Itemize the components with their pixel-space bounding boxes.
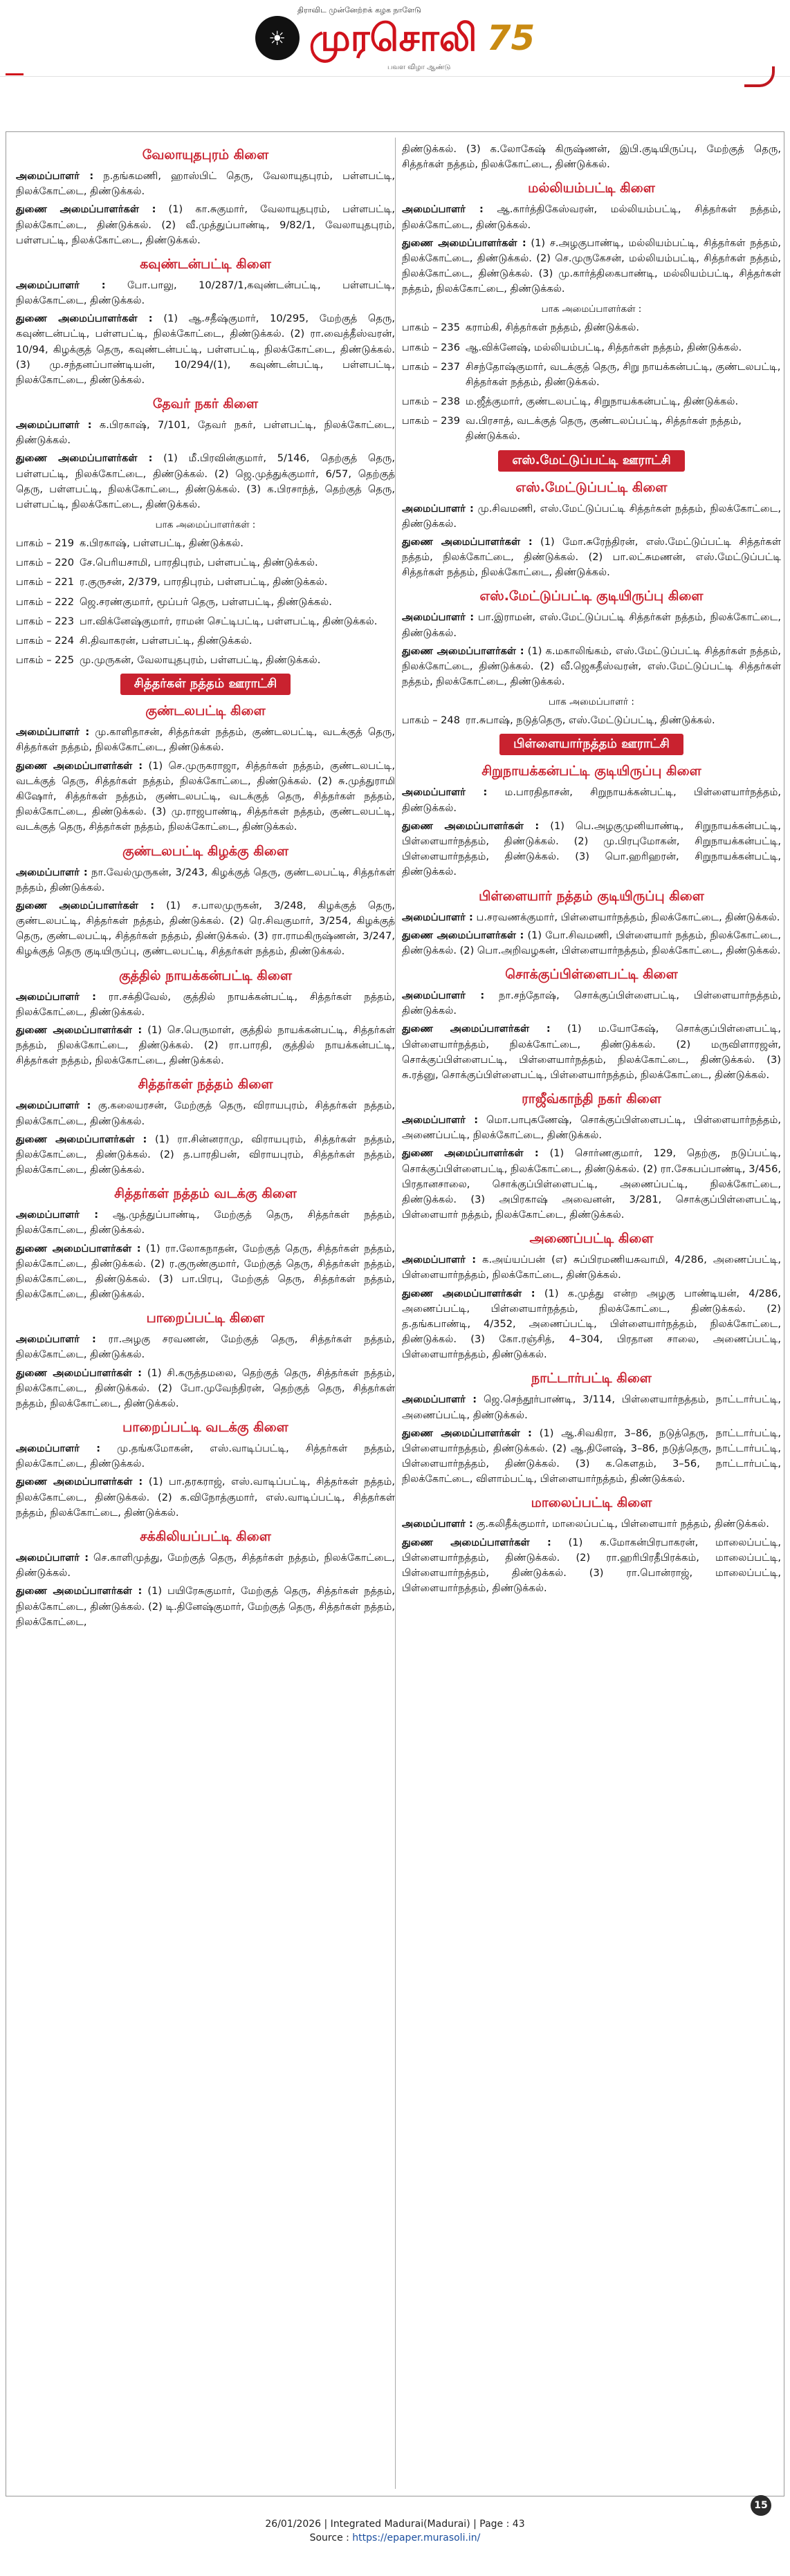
member-entry — [16, 1366, 395, 1412]
role-label: துணை அமைப்பாளர்கள் : — [16, 452, 153, 465]
role-label: அமைப்பாளர் : — [402, 911, 473, 923]
role-label: அமைப்பாளர் : — [402, 786, 488, 799]
corner-decoration-right — [744, 66, 775, 87]
footer-edition-line: 26/01/2026 | Integrated Madurai(Madurai) | Page : 43 — [265, 2519, 525, 2530]
branch-heading: வேலாயுதபுரம் கிளை — [142, 147, 269, 163]
member-details: க.பிரகாஷ், 7/101, தேவர் நகர், பள்ளபட்டி, நிலக்கோட்டை, திண்டுக்கல். — [16, 419, 395, 447]
footer-source-label: Source : — [309, 2532, 353, 2544]
member-details: (1) பெ.அழகுமுனியாண்டி, சிறுநாயக்கன்பட்டி, பிள்ளையார்நத்தம், திண்டுக்கல். (2) மு.பிரபுமோகன், சிறுநாயக்கன்பட்டி, பிள்ளையார்நத்தம், திண்டுக்கல். (3) பொ.ஹரிஹரன், சிறுநாயக்கன்பட்டி, திண்டுக்கல். — [402, 819, 781, 878]
masthead-tagline: திராவிட முன்னேற்றக் கழக நாளேடு — [297, 6, 421, 15]
role-label: துணை அமைப்பாளர்கள் : — [16, 1242, 141, 1254]
role-label: துணை அமைப்பாளர்கள் : — [402, 1427, 532, 1439]
role-label: துணை அமைப்பாளர்கள் : — [402, 1147, 539, 1160]
member-entry — [402, 501, 781, 532]
booth-organiser: சே.பெரியசாமி, பாரதிபுரம், பள்ளபட்டி, திண்டுக்கல். — [80, 557, 318, 569]
role-label: துணை அமைப்பாளர்கள் : — [16, 759, 143, 772]
role-label: துணை அமைப்பாளர்கள் : — [402, 535, 533, 548]
role-label: அமைப்பாளர் : — [402, 203, 484, 216]
booth-row — [402, 320, 781, 335]
member-entry — [16, 311, 395, 388]
member-entry — [16, 451, 395, 512]
role-label: அமைப்பாளர் : — [16, 419, 92, 432]
booth-organiser: க.பிரகாஷ், பள்ளபட்டி, திண்டுக்கல். — [80, 537, 244, 550]
footer-source-link[interactable]: https://epaper.murasoli.in/ — [352, 2532, 481, 2544]
member-entry — [402, 1426, 781, 1488]
member-entry — [402, 910, 781, 925]
member-details: (1) போ.சிவமணி, பிள்ளையார் நத்தம், நிலக்கோட்டை, திண்டுக்கல். (2) பொ.அறிவழகன், பிள்ளையார்நத்தம், நிலக்கோட்டை, திண்டுக்கல். — [402, 929, 781, 956]
member-details: (1) ரா.லோகநாதன், மேற்குத் தெரு, சித்தர்கள் நத்தம், நிலக்கோட்டை, திண்டுக்கல். (2) ர.குருண்குமார், மேற்குத் தெரு, சித்தர்கள் நத்தம், நிலக்கோட்டை, திண்டுக்கல். (3) பா.பிரபு, மேற்குத் தெரு, சித்தர்கள் நத்தம், நிலக்கோட்டை, திண்டுக்கல். — [16, 1242, 395, 1301]
role-label: அமைப்பாளர் : — [16, 1100, 91, 1112]
booth-organisers-heading: பாக அமைப்பாளர்கள் : — [541, 304, 642, 315]
member-details: (1) ச.அழகுபாண்டி, மல்லியம்பட்டி, சித்தர்கள் நத்தம், நிலக்கோட்டை, திண்டுக்கல். (2) செ.முருகேசன், மல்லியம்பட்டி, சித்தர்கள் நத்தம், நிலக்கோட்டை, திண்டுக்கல். (3) மு.கார்த்திகைபாண்டி, மல்லியம்பட்டி, சித்தர்கள் நத்தம், நிலக்கோட்டை, திண்டுக்கல். — [402, 237, 781, 295]
booth-number: பாகம் – 219 — [16, 537, 74, 550]
member-entry — [16, 169, 395, 199]
member-entry — [402, 1286, 781, 1363]
role-label: துணை அமைப்பாளர்கள் : — [16, 203, 156, 216]
member-entry — [16, 1474, 395, 1521]
member-entry — [402, 1535, 781, 1597]
member-entry — [16, 278, 395, 308]
branch-heading: பாறைப்பட்டி கிளை — [146, 1310, 265, 1326]
page-number-badge: 15 — [751, 2495, 771, 2516]
role-label: துணை அமைப்பாளர்கள் : — [16, 1476, 143, 1488]
member-entry — [16, 1023, 395, 1069]
booth-row — [402, 414, 781, 444]
member-entry — [402, 1146, 781, 1223]
booth-organiser: சிசந்தோஷ்குமார், வடக்குத் தெரு, சிறு நாயக்கன்பட்டி, குண்டலபட்டி, சித்தர்கள் நத்தம், திண்டுக்கல். — [466, 360, 781, 388]
member-entry — [16, 1241, 395, 1303]
member-details: (1) செ.பெருமாள், குத்தில் நாயக்கன்பட்டி, சித்தர்கள் நத்தம், நிலக்கோட்டை, திண்டுக்கல். (2) ரா.பாரதி, குத்தில் நாயக்கன்பட்டி, சித்தர்கள் நத்தம், நிலக்கோட்டை, திண்டுக்கல். — [16, 1023, 395, 1067]
member-details: கு.கலையரசன், மேற்குத் தெரு, விராயபுரம், சித்தர்கள் நத்தம், நிலக்கோட்டை, திண்டுக்கல். — [16, 1100, 395, 1127]
masthead-subline: பவள விழா ஆண்டு — [387, 64, 451, 71]
branch-heading: சித்தர்கள் நத்தம் கிளை — [138, 1077, 273, 1093]
role-label: துணை அமைப்பாளர்கள் : — [16, 1023, 143, 1036]
member-entry — [402, 1021, 781, 1083]
member-details: மு.காளிதாசன், சித்தர்கள் நத்தம், குண்டலபட்டி, வடக்குத் தெரு, சித்தர்கள் நத்தம், நிலக்கோட்டை, திண்டுக்கல். — [16, 726, 395, 754]
member-details: (1) ச.பாலமுருகன், 3/248, கிழக்குத் தெரு, குண்டலபட்டி, சித்தர்கள் நத்தம், திண்டுக்கல். (2) ரெ.சிவகுமார், 3/254, கிழக்குத் தெரு, குண்டலபட்டி, சித்தர்கள் நத்தம், திண்டுக்கல். (3) ரா.ராமகிருஷ்ணன், 3/247, கிழக்குத் தெரு குடியிருப்பு, குண்டலபட்டி, சித்தர்கள் நத்தம், திண்டுக்கல். — [16, 899, 395, 958]
branch-heading: மாலைப்பட்டி கிளை — [531, 1495, 652, 1511]
role-label: அமைப்பாளர் : — [16, 170, 94, 182]
member-entry — [402, 1113, 781, 1143]
masthead — [0, 0, 790, 77]
member-details: (1) மோ.சுரேந்திரன், எஸ்.மேட்டுப்பட்டி சித்தர்கள் நத்தம், நிலக்கோட்டை, திண்டுக்கல். (2) பா.லட்சுமணன், எஸ்.மேட்டுப்பட்டி சித்தர்கள் நத்தம், நிலக்கோட்டை, திண்டுக்கல். — [402, 535, 781, 579]
branch-heading: சிறுநாயக்கன்பட்டி குடியிருப்பு கிளை — [481, 763, 701, 779]
role-label: அமைப்பாளர் : — [16, 1333, 96, 1346]
booth-organiser: ரா.சுபாஷ், நடுத்தெரு, எஸ்.மேட்டுப்பட்டி, திண்டுக்கல். — [466, 714, 715, 727]
branch-heading: நாட்டார்பட்டி கிளை — [531, 1371, 652, 1387]
booth-row — [402, 394, 781, 409]
member-entry — [402, 1517, 781, 1532]
booth-number: பாகம் – 235 — [402, 322, 460, 334]
role-label: துணை அமைப்பாளர்கள் : — [402, 819, 540, 832]
role-label: துணை அமைப்பாளர்கள் : — [402, 929, 524, 941]
member-details: (1) செ.முருகராஜா, சித்தர்கள் நத்தம், குண்டலபட்டி, வடக்குத் தெரு, சித்தர்கள் நத்தம், நிலக்கோட்டை, திண்டுக்கல். (2) சு.முத்துராமி கிஷோர், சித்தர்கள் நத்தம், குண்டலபட்டி, வடக்குத் தெரு, சித்தர்கள் நத்தம், நிலக்கோட்டை, திண்டுக்கல். (3) மு.ராஜபாண்டி, சித்தர்கள் நத்தம், குண்டலபட்டி, வடக்குத் தெரு, சித்தர்கள் நத்தம், நிலக்கோட்டை, திண்டுக்கல். — [16, 759, 395, 833]
member-details: ஆ.கார்த்திகேஸ்வரன், மல்லியம்பட்டி, சித்தர்கள் நத்தம், நிலக்கோட்டை, திண்டுக்கல். — [402, 203, 781, 231]
role-label: துணை அமைப்பாளர்கள் : — [16, 899, 155, 911]
member-details: (1) க.மகாலிங்கம், எஸ்.மேட்டுப்பட்டி சித்தர்கள் நத்தம், நிலக்கோட்டை, திண்டுக்கல். (2) வீ.ஜெகதீஸ்வரன், எஸ்.மேட்டுப்பட்டி சித்தர்கள் நத்தம், நிலக்கோட்டை, திண்டுக்கல். — [402, 645, 781, 688]
logo-anniversary-number: 75 — [486, 18, 535, 58]
role-label: அமைப்பாளர் : — [16, 866, 88, 878]
booth-row — [16, 633, 395, 649]
member-entry — [16, 725, 395, 755]
member-entry — [16, 1332, 395, 1362]
booth-row — [402, 713, 781, 728]
member-entry — [16, 1550, 395, 1581]
booth-number: பாகம் – 248 — [402, 714, 460, 727]
booth-organiser: ஆ.விக்னேஷ், மல்லியம்பட்டி, சித்தர்கள் நத்தம், திண்டுக்கல். — [466, 341, 742, 353]
role-label: அமைப்பாளர் : — [402, 502, 474, 515]
member-entry — [402, 644, 781, 690]
member-details: திண்டுக்கல். (3) க.லோகேஷ் கிருஷ்ணன், இபி.குடியிருப்பு, மேற்குத் தெரு, சித்தர்கள் நத்தம், நிலக்கோட்டை, திண்டுக்கல். — [402, 143, 781, 171]
branch-heading: ராஜீவ்காந்தி நகர் கிளை — [522, 1091, 661, 1107]
member-entry — [402, 142, 781, 172]
branch-heading: எஸ்.மேட்டுப்பட்டி குடியிருப்பு கிளை — [479, 589, 704, 604]
booth-organiser: சி.திவாகரன், பள்ளபட்டி, திண்டுக்கல். — [80, 634, 252, 647]
member-details: கு.கலிதீக்குமார், மாலைப்பட்டி, பிள்ளையார் நத்தம், திண்டுக்கல். — [472, 1518, 769, 1530]
booth-number: பாகம் – 239 — [402, 415, 460, 427]
role-label: அமைப்பாளர் : — [402, 1393, 477, 1406]
role-label: துணை அமைப்பாளர்கள் : — [402, 1287, 535, 1299]
member-details: ந.தங்கமணி, ஹாஸ்பிட் தெரு, வேலாயுதபுரம், பள்ளபட்டி, நிலக்கோட்டை, திண்டுக்கல். — [16, 170, 395, 198]
member-details: ரா.அழகு சரவணன், மேற்குத் தெரு, சித்தர்கள் நத்தம், நிலக்கோட்டை, திண்டுக்கல். — [16, 1333, 395, 1361]
panchayat-banner: பிள்ளையார்நத்தம் ஊராட்சி — [499, 734, 683, 755]
member-details: ஜெ.செந்தூர்பாண்டி, 3/114, பிள்ளையார்நத்தம், நாட்டார்பட்டி, அணைப்பட்டி, திண்டுக்கல். — [402, 1393, 781, 1421]
member-entry — [16, 1132, 395, 1178]
booth-row — [16, 595, 395, 610]
party-emblem-icon: ☀ — [255, 16, 300, 60]
branch-heading: மல்லியம்பட்டி கிளை — [528, 180, 655, 196]
member-details: (1) சொர்ணகுமார், 129, தெற்கு, நடுப்பட்டி, சொக்குப்பிள்ளைபட்டி, நிலக்கோட்டை, திண்டுக்கல். (2) ரா.சேகபப்பாண்டி, 3/456, பிரதானசாலை, சொக்குப்பிள்ளைபட்டி, அணைப்பட்டி, நிலக்கோட்டை, திண்டுக்கல். (3) அபிரகாஷ் அவைனன், 3/281, சொக்குப்பிள்ளைபட்டி, பிள்ளையார் நத்தம், நிலக்கோட்டை, திண்டுக்கல். — [402, 1147, 781, 1221]
booth-number: பாகம் – 236 — [402, 341, 460, 353]
member-entry — [402, 928, 781, 958]
role-label: துணை அமைப்பாளர்கள் : — [16, 1366, 143, 1379]
member-details: (1) பா.தரகராஜ், எஸ்.வாடிப்பட்டி, சித்தர்கள் நத்தம், நிலக்கோட்டை, திண்டுக்கல். (2) க.விநோத்குமார், எஸ்.வாடிப்பட்டி, சித்தர்கள் நத்தம், நிலக்கோட்டை, திண்டுக்கல். — [16, 1476, 395, 1519]
member-details: (1) பயிரேசுகுமார், மேற்குத் தெரு, சித்தர்கள் நத்தம், நிலக்கோட்டை, திண்டுக்கல். (2) டி.தினேஷ்குமார், மேற்குத் தெரு, சித்தர்கள் நத்தம், நிலக்கோட்டை, — [16, 1585, 395, 1628]
member-details: போ.பாலு, 10/287/1,கவுண்டன்பட்டி, பள்ளபட்டி, நிலக்கோட்டை, திண்டுக்கல். — [16, 279, 395, 307]
booth-organisers-heading: பாக அமைப்பாளர்கள் : — [155, 519, 256, 531]
booth-organiser: ஜெ.சரண்குமார், மூப்பர் தெரு, பள்ளபட்டி, திண்டுக்கல். — [80, 595, 332, 608]
booth-row — [402, 340, 781, 355]
panchayat-banner: சித்தர்கள் நத்தம் ஊராட்சி — [120, 674, 291, 695]
booth-number: பாகம் – 222 — [16, 595, 74, 608]
member-details: ஆ.முத்துப்பாண்டி, மேற்குத் தெரு, சித்தர்கள் நத்தம், நிலக்கோட்டை, திண்டுக்கல். — [16, 1209, 395, 1236]
footer — [0, 2517, 790, 2546]
footer-source-line — [0, 2531, 790, 2545]
member-details: (1) க.முத்து என்ற அழகு பாண்டியன், 4/286, அணைப்பட்டி, பிள்ளையார்நத்தம், நிலக்கோட்டை, திண்டுக்கல். (2) த.தங்கபாண்டி, 4/352, அணைப்பட்டி, பிள்ளையார்நத்தம், நிலக்கோட்டை, திண்டுக்கல். (3) கோ.ரஞ்சித், 4–304, பிரதான சாலை, அணைப்பட்டி, பிள்ளையார்நத்தம், திண்டுக்கல். — [402, 1287, 781, 1361]
member-entry — [16, 1098, 395, 1129]
role-label: துணை அமைப்பாளர்கள் : — [402, 1023, 551, 1035]
booth-organiser: வ.பிரசாத், வடக்குத் தெரு, குண்டலப்பட்டி, சித்தர்கள் நத்தம், திண்டுக்கல். — [466, 415, 742, 443]
booth-row — [16, 653, 395, 668]
role-label: துணை அமைப்பாளர்கள் : — [16, 1585, 143, 1597]
member-entry — [402, 819, 781, 880]
member-entry — [16, 418, 395, 448]
booth-organiser: ர.குருசன், 2/379, பாரதிபுரம், பள்ளபட்டி, திண்டுக்கல். — [80, 576, 328, 589]
booth-organiser: ம.ஜீத்குமார், குண்டலபட்டி, சிறுநாயக்கன்பட்டி, திண்டுக்கல். — [466, 396, 739, 408]
member-entry — [402, 988, 781, 1019]
member-entry — [402, 202, 781, 232]
branch-heading: சித்தர்கள் நத்தம் வடக்கு கிளை — [114, 1186, 297, 1202]
member-entry — [402, 1392, 781, 1423]
member-details: (1) ரா.சின்னராமு, விராயபுரம், சித்தர்கள் நத்தம், நிலக்கோட்டை, திண்டுக்கல். (2) த.பாரதிபன், விராயபுரம், சித்தர்கள் நத்தம், நிலக்கோட்டை, திண்டுக்கல். — [16, 1133, 395, 1176]
member-entry — [402, 236, 781, 297]
member-details: (1) மீ.பிரவின்குமார், 5/146, தெற்குத் தெரு, பள்ளபட்டி, நிலக்கோட்டை, திண்டுக்கல். (2) ஜெ.முத்துக்குமார், 6/57, தெற்குத் தெரு, பள்ளபட்டி, நிலக்கோட்டை, திண்டுக்கல். (3) க.பிரசாந்த், தெற்குத் தெரு, பள்ளபட்டி, நிலக்கோட்டை, திண்டுக்கல். — [16, 452, 395, 510]
role-label: அமைப்பாளர் : — [16, 1209, 99, 1221]
booth-organiser: கராம்கி, சித்தர்கள் நத்தம், திண்டுக்கல். — [466, 322, 640, 334]
member-details: (1) ஆ.சதீஷ்குமார், 10/295, மேற்குத் தெரு, கவுண்டன்பட்டி, பள்ளபட்டி, நிலக்கோட்டை, திண்டுக்கல். (2) ரா.வைத்தீஸ்வரன், 10/94, கிழக்குத் தெரு, கவுண்டன்பட்டி, பள்ளபட்டி, நிலக்கோட்டை, திண்டுக்கல். (3) மு.சந்தனப்பாண்டியன், 10/294/(1), கவுண்டன்பட்டி, பள்ளபட்டி, நிலக்கோட்டை, திண்டுக்கல். — [16, 313, 395, 386]
column-divider — [395, 138, 396, 2489]
booth-organisers-heading: பாக அமைப்பாளர் : — [549, 696, 634, 708]
role-label: அமைப்பாளர் : — [402, 1254, 477, 1266]
corner-decoration-left — [6, 66, 24, 75]
role-label: அமைப்பாளர் : — [402, 990, 485, 1002]
panchayat-banner: எஸ்.மேட்டுப்பட்டி ஊராட்சி — [498, 450, 684, 472]
branch-heading: சொக்குப்பிள்ளைபட்டி கிளை — [505, 967, 678, 983]
role-label: அமைப்பாளர் : — [402, 1518, 473, 1530]
member-entry — [402, 610, 781, 640]
booth-row — [16, 555, 395, 571]
branch-heading: குத்தில் நாயக்கன்பட்டி கிளை — [119, 967, 292, 983]
booth-number: பாகம் – 221 — [16, 576, 74, 589]
member-entry — [16, 202, 395, 248]
member-entry — [16, 865, 395, 896]
role-label: அமைப்பாளர் : — [402, 611, 475, 624]
member-details: ம.பாரதிதாசன், சிறுநாயக்கன்பட்டி, பிள்ளையார்நத்தம், திண்டுக்கல். — [402, 786, 781, 814]
booth-organiser: மு.முருகன், வேலாயுதபுரம், பள்ளபட்டி, திண்டுக்கல். — [80, 654, 321, 667]
booth-number: பாகம் – 238 — [402, 396, 460, 408]
branch-heading: பிள்ளையார் நத்தம் குடியிருப்பு கிளை — [479, 888, 704, 904]
booth-row — [16, 536, 395, 551]
member-entry — [16, 1441, 395, 1472]
booth-number: பாகம் – 237 — [402, 360, 460, 373]
branch-heading: குண்டலபட்டி கிளை — [145, 703, 266, 719]
booth-row — [402, 360, 781, 390]
member-details: நா.சந்தோஷ், சொக்குப்பிள்ளைபட்டி, பிள்ளையார்நத்தம், திண்டுக்கல். — [402, 990, 781, 1017]
member-details: (1) க.மோகன்பிரபாகரன், மாலைப்பட்டி, பிள்ளையார்நத்தம், திண்டுக்கல். (2) ரா.ஹரிபிரதீபிரக்கம், மாலைப்பட்டி, பிள்ளையார்நத்தம், திண்டுக்கல். (3) ரா.பொன்ராஜ், மாலைப்பட்டி, பிள்ளையார்நத்தம், திண்டுக்கல். — [402, 1536, 781, 1595]
member-entry — [16, 1584, 395, 1630]
branch-heading: கவுண்டன்பட்டி கிளை — [140, 256, 271, 272]
role-label: அமைப்பாளர் : — [16, 990, 96, 1003]
branch-heading: தேவர் நகர் கிளை — [152, 396, 259, 412]
member-details: ரா.சக்திவேல், குத்தில் நாயக்கன்பட்டி, சித்தர்கள் நத்தம், நிலக்கோட்டை, திண்டுக்கல். — [16, 990, 395, 1018]
booth-number: பாகம் – 224 — [16, 634, 74, 647]
member-details: (1) ம.யோகேஷ், சொக்குப்பிள்ளைபட்டி, பிள்ளையார்நத்தம், நிலக்கோட்டை, திண்டுக்கல். (2) மருவிளாரஜன், சொக்குப்பிள்ளைபட்டி, பிள்ளையார்நத்தம், நிலக்கோட்டை, திண்டுக்கல். (3) சு.ரத்னு, சொக்குப்பிள்ளைபட்டி, பிள்ளையார்நத்தம், நிலக்கோட்டை, திண்டுக்கல். — [402, 1023, 781, 1081]
member-entry — [16, 990, 395, 1020]
booth-number: பாகம் – 225 — [16, 654, 74, 667]
branch-heading: சக்கிலியப்பட்டி கிளை — [140, 1529, 271, 1544]
role-label: அமைப்பாளர் : — [16, 726, 90, 739]
member-entry — [16, 759, 395, 835]
member-details: ப.சரவணக்குமார், பிள்ளையார்நத்தம், நிலக்கோட்டை, திண்டுக்கல். — [472, 911, 780, 923]
member-entry — [402, 1252, 781, 1283]
role-label: துணை அமைப்பாளர்கள் : — [16, 1133, 147, 1145]
role-label: துணை அமைப்பாளர்கள் : — [402, 1536, 551, 1548]
member-entry — [16, 898, 395, 960]
member-details: (1) கா.சுகுமார், வேலாயுதபுரம், பள்ளபட்டி, நிலக்கோட்டை, திண்டுக்கல். (2) வீ.முத்துப்பாண்டி, 9/82/1, வேலாயுதபுரம், பள்ளபட்டி, நிலக்கோட்டை, திண்டுக்கல். — [16, 203, 395, 246]
article-body — [6, 131, 784, 2496]
member-details: (1) ஆ.சிவகிரா, 3–86, நடுத்தெரு, நாட்டார்பட்டி, பிள்ளையார்நத்தம், திண்டுக்கல். (2) ஆ.தினேஷ், 3–86, நடுத்தெரு, நாட்டார்பட்டி, பிள்ளையார்நத்தம், திண்டுக்கல். (3) க.கௌதம், 3–56, நாட்டார்பட்டி, நிலக்கோட்டை, விளாம்பட்டி, பிள்ளையார்நத்தம், திண்டுக்கல். — [402, 1427, 781, 1485]
member-entry — [402, 785, 781, 815]
member-details: மு.சிவமணி, எஸ்.மேட்டுப்பட்டி சித்தர்கள் நத்தம், நிலக்கோட்டை, திண்டுக்கல். — [402, 502, 781, 530]
member-details: நா.வேல்முருகன், 3/243, கிழக்குத் தெரு, குண்டலபட்டி, சித்தர்கள் நத்தம், திண்டுக்கல். — [16, 866, 395, 893]
member-details: (1) சி.கருத்தமலை, தெற்குத் தெரு, சித்தர்கள் நத்தம், நிலக்கோட்டை, திண்டுக்கல். (2) போ.முவேந்திரன், தெற்குத் தெரு, சித்தர்கள் நத்தம், நிலக்கோட்டை, திண்டுக்கல். — [16, 1366, 395, 1409]
member-details: மு.தங்கமோகன், எஸ்.வாடிப்பட்டி, சித்தர்கள் நத்தம், நிலக்கோட்டை, திண்டுக்கல். — [16, 1443, 395, 1470]
member-details: பா.இராமன், எஸ்.மேட்டுப்பட்டி சித்தர்கள் நத்தம், நிலக்கோட்டை, திண்டுக்கல். — [402, 611, 781, 639]
booth-number: பாகம் – 220 — [16, 557, 74, 569]
logo-text: முரசொலி — [309, 16, 477, 59]
right-column — [402, 139, 781, 1599]
branch-heading: பாறைப்பட்டி வடக்கு கிளை — [122, 1420, 288, 1436]
role-label: அமைப்பாளர் : — [402, 1114, 479, 1127]
booth-organiser: பா.விக்னேஷ்குமார், ராமன் செட்டிபட்டி, பள்ளபட்டி, திண்டுக்கல். — [80, 615, 378, 627]
branch-heading: குண்டலபட்டி கிழக்கு கிளை — [122, 843, 288, 859]
booth-number: பாகம் – 223 — [16, 615, 74, 627]
role-label: துணை அமைப்பாளர்கள் : — [16, 313, 153, 325]
role-label: அமைப்பாளர் : — [16, 1552, 89, 1564]
role-label: துணை அமைப்பாளர்கள் : — [402, 237, 526, 249]
member-entry — [402, 535, 781, 581]
member-details: செ.காளிமுத்து, மேற்குத் தெரு, சித்தர்கள் நத்தம், நிலக்கோட்டை, திண்டுக்கல். — [16, 1552, 395, 1579]
logo — [255, 16, 535, 60]
left-column — [16, 139, 395, 1633]
branch-heading: அணைப்பட்டி கிளை — [529, 1231, 654, 1247]
member-details: க.அய்யப்பன் (எ) சுப்பிரமணியசுவாமி, 4/286, அணைப்பட்டி, பிள்ளையார்நத்தம், நிலக்கோட்டை, திண்டுக்கல். — [402, 1254, 781, 1281]
role-label: அமைப்பாளர் : — [16, 1443, 101, 1455]
booth-row — [16, 575, 395, 590]
booth-row — [16, 614, 395, 629]
role-label: துணை அமைப்பாளர்கள் : — [402, 645, 524, 657]
role-label: அமைப்பாளர் : — [16, 279, 106, 291]
member-details: மொ.பாபுகணேஷ், சொக்குப்பிள்ளைபட்டி, பிள்ளையார்நத்தம், அணைப்பட்டி, நிலக்கோட்டை, திண்டுக்கல். — [402, 1114, 781, 1142]
branch-heading: எஸ்.மேட்டுப்பட்டி கிளை — [515, 479, 668, 495]
member-entry — [16, 1207, 395, 1238]
